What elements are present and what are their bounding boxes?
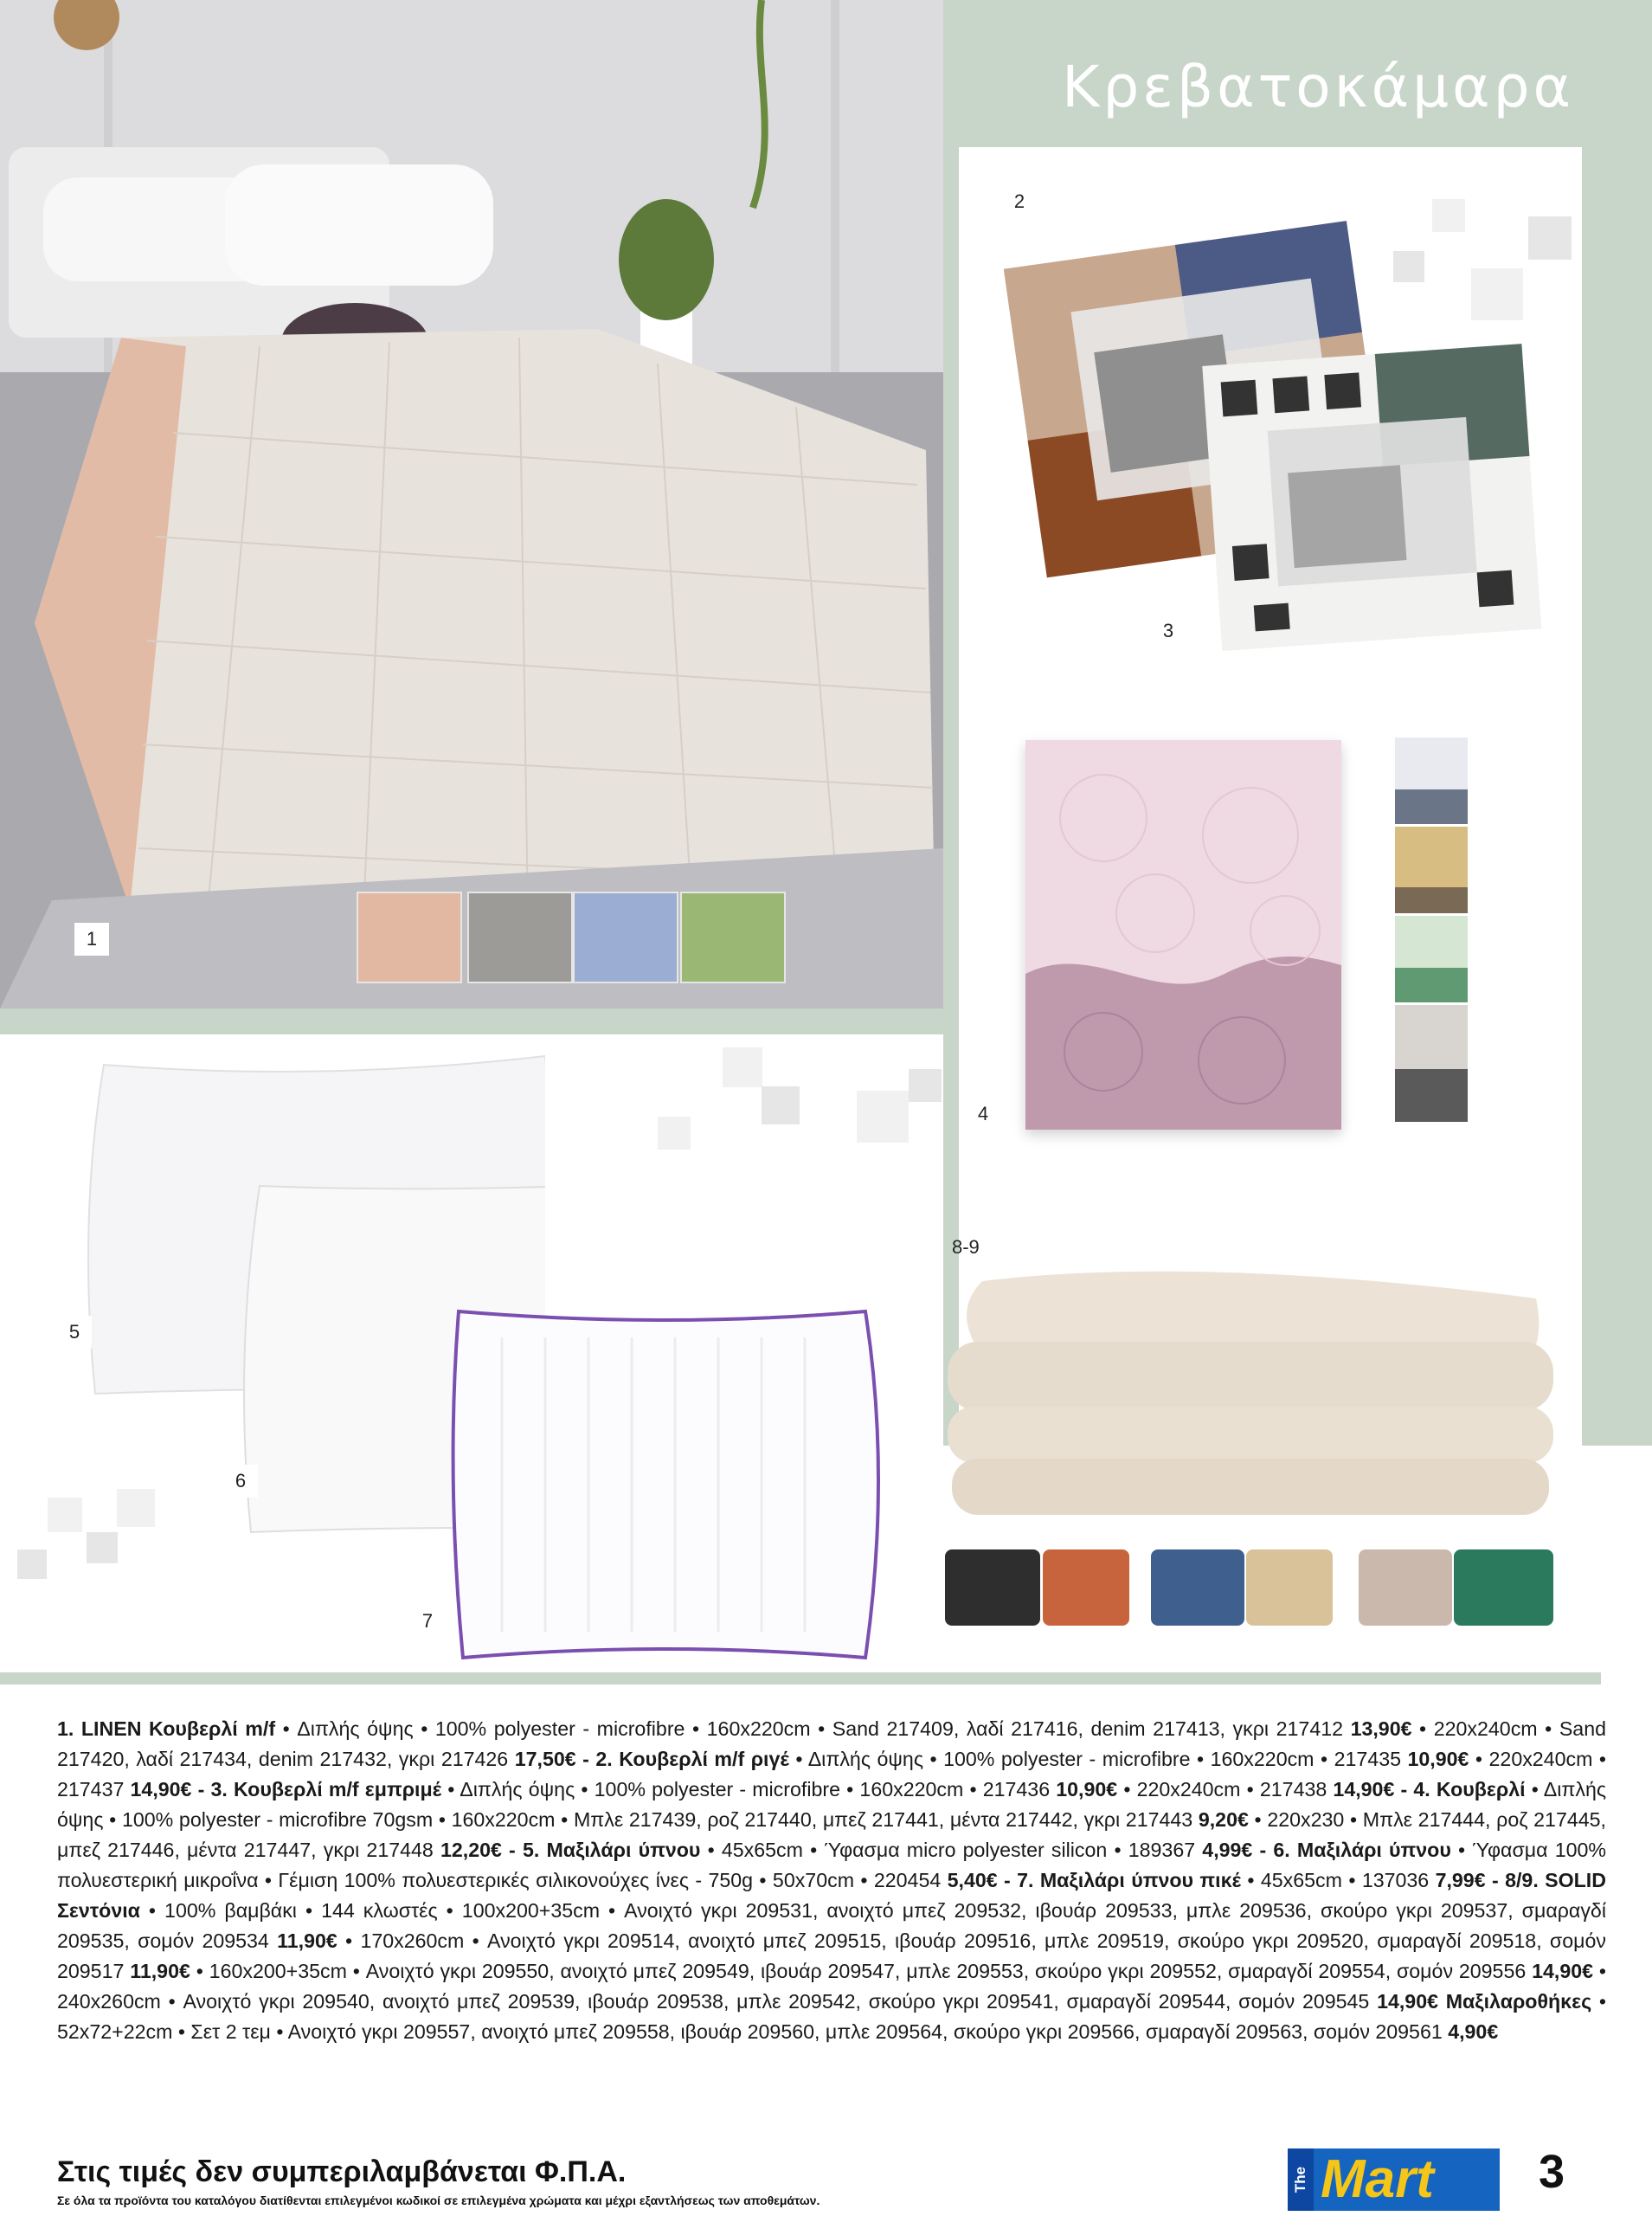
separator: -: [997, 1869, 1018, 1891]
product-8-9-specs-2: • 170x260cm • Ανοιχτό γκρι 209514, ανοιχτό μπεζ 209515, ιβουάρ 209516, μπλε 209519, σκούρο γκρι 209520, σμαραγδί 209518, σομόν 209517: [57, 1929, 1606, 1982]
sheet-swatch-blue: [1151, 1549, 1244, 1626]
sheet-swatch-dark-grey: [945, 1549, 1040, 1626]
page-number: 3: [1539, 2146, 1565, 2198]
product-number-8-9: 8-9: [952, 1236, 980, 1258]
product-5-specs: • 45x65cm • Ύφασμα micro polyester silicon • 189367: [700, 1839, 1203, 1861]
quilt-packs-image: [995, 208, 1549, 667]
swatch-sand: [357, 892, 462, 983]
product-3-price-2: 14,90€: [1333, 1778, 1395, 1800]
separator: -: [191, 1778, 211, 1800]
sheet-swatch-beige: [1246, 1549, 1333, 1626]
swatch-grey: [467, 892, 573, 983]
product-1-specs-2: • 220x240cm • Sand 217420, λαδί 217434, denim 217432, γκρι 217426: [57, 1717, 1606, 1770]
decor-tile: [658, 1117, 691, 1150]
product-3-title: 3. Κουβερλί m/f εμπριμέ: [210, 1778, 442, 1800]
product-2-price-2: 14,90€: [130, 1778, 192, 1800]
quilt-4-swatch-blue: [1395, 738, 1468, 824]
decor-tile: [723, 1047, 762, 1087]
separator: -: [1252, 1839, 1274, 1861]
logo-the-text: The: [1292, 2166, 1309, 2193]
product-4-price-2: 12,20€: [440, 1839, 502, 1861]
separator: -: [1485, 1869, 1506, 1891]
product-2-title: 2. Κουβερλί m/f ριγέ: [595, 1748, 789, 1770]
product-4-specs: • Διπλής όψης • 100% polyester - microfibre 70gsm • 160x220cm • Μπλε 217439, ροζ 217440, μπεζ 217441, μέντα 217442, γκρι 217443: [57, 1778, 1607, 1831]
product-8-9-price-2: 11,90€: [130, 1960, 190, 1982]
product-number-5: 5: [57, 1316, 92, 1349]
bedroom-illustration: [0, 0, 943, 1008]
sheet-swatch-emerald: [1454, 1549, 1553, 1626]
sheets-image: [939, 1246, 1562, 1519]
product-number-7: 7: [410, 1605, 445, 1638]
product-5-title: 5. Μαξιλάρι ύπνου: [522, 1839, 701, 1861]
product-number-2: 2: [1002, 185, 1037, 218]
product-6-title: 6. Μαξιλάρι ύπνου: [1273, 1839, 1451, 1861]
green-frame-bottom: [0, 1672, 1601, 1685]
product-2-price-1: 10,90€: [1407, 1748, 1469, 1770]
product-3-specs: • Διπλής όψης • 100% polyester - microfibre • 160x220cm • 217436: [441, 1778, 1057, 1800]
quilt-4-image: [1025, 740, 1341, 1130]
product-8-9-specs: • 100% βαμβάκι • 144 κλωστές • 100x200+35cm • Ανοιχτό γκρι 209531, ανοιχτό μπεζ 209532, ιβουάρ 209533, μπλε 209536, σκούρο γκρι 209537, σμαραγδί 209535, σομόν 209534: [57, 1899, 1606, 1952]
product-7-price: 7,99€: [1435, 1869, 1486, 1891]
product-8-9-title: 8/9. SOLID Σεντόνια: [57, 1869, 1606, 1922]
page-title: Κρεβατοκάμαρα: [1062, 54, 1574, 120]
decor-tile: [857, 1091, 909, 1143]
product-8-9-price-4: 14,90€: [1377, 1990, 1438, 2013]
product-6-specs: • Ύφασμα 100% πολυεστερική μικροΐνα • Γέμιση 100% πολυεστερικές σιλικονούχες ίνες - 750g • 50x70cm • 220454: [57, 1839, 1606, 1891]
decor-tile: [762, 1086, 800, 1124]
product-4-price-1: 9,20€: [1198, 1808, 1249, 1831]
decor-tile: [909, 1069, 942, 1102]
the-mart-logo: [1288, 2148, 1500, 2211]
product-1-title: 1. LINEN Κουβερλί m/f: [57, 1717, 276, 1740]
product-4-specs-2: • 220x230 • Μπλε 217444, ροζ 217445, μπεζ 217446, μέντα 217447, γκρι 217448: [57, 1808, 1606, 1861]
sheet-swatch-salmon: [1043, 1549, 1129, 1626]
product-8-9-specs-4: • 240x260cm • Ανοιχτό γκρι 209540, ανοιχτό μπεζ 209539, ιβουάρ 209538, μπλε 209542, σκούρο γκρι 209541, σμαραγδί 209544, σομόν 209545: [57, 1960, 1606, 2013]
product-3-specs-2: • 220x240cm • 217438: [1117, 1778, 1334, 1800]
logo-mart: Mart: [1321, 2149, 1434, 2209]
product-8-9-price-3: 14,90€: [1532, 1960, 1594, 1982]
vat-note: Στις τιμές δεν συμπεριλαμβάνεται Φ.Π.Α.: [57, 2155, 627, 2188]
product-number-3: 3: [1151, 615, 1186, 647]
quilt-4-swatch-grey: [1395, 1005, 1468, 1122]
sheet-swatch-light-grey: [1359, 1549, 1452, 1626]
product-1-price-2: 17,50€: [514, 1748, 576, 1770]
product-8-9-price-1: 11,90€: [277, 1929, 337, 1952]
swatch-olive: [680, 892, 786, 983]
bedroom-photo: [0, 0, 943, 1008]
swatch-denim: [573, 892, 678, 983]
disclaimer: Σε όλα τα προϊόντα του καταλόγου διατίθενται επιλεγμένοι κωδικοί σε επιλεγμένα χρώματα και μέχρι εξαντλήσεως των αποθεμάτων.: [57, 2193, 820, 2207]
pillowcases-price: 4,90€: [1448, 2020, 1499, 2043]
separator: -: [575, 1748, 596, 1770]
product-8-9-specs-3: • 160x200+35cm • Ανοιχτό γκρι 209550, ανοιχτό μπεζ 209549, ιβουάρ 209547, μπλε 209553, σκούρο γκρι 209552, σμαραγδί 209554, σομόν 209556: [190, 1960, 1533, 1982]
pillowcases-title: Μαξιλαροθήκες: [1438, 1990, 1592, 2013]
product-number-4: 4: [966, 1098, 1000, 1131]
product-number-1: 1: [74, 923, 109, 956]
pillowcases-specs: • 52x72+22cm • Σετ 2 τεμ • Ανοιχτό γκρι 209557, ανοιχτό μπεζ 209558, ιβουάρ 209560, μπλε 209564, σκούρο γκρι 209566, σμαραγδί 209563, σομόν 209561: [57, 1990, 1607, 2043]
separator: -: [1394, 1778, 1414, 1800]
product-7-title: 7. Μαξιλάρι ύπνου πικέ: [1017, 1869, 1241, 1891]
quilt-4-swatch-mint: [1395, 916, 1468, 1002]
product-3-price-1: 10,90€: [1056, 1778, 1118, 1800]
decor-tile: [17, 1549, 47, 1579]
product-1-specs: • Διπλής όψης • 100% polyester - microfibre • 160x220cm • Sand 217409, λαδί 217416, denim 217413, γκρι 217412: [275, 1717, 1351, 1740]
product-6-price: 5,40€: [947, 1869, 998, 1891]
product-7-specs: • 45x65cm • 137036: [1241, 1869, 1436, 1891]
green-frame-strip: [0, 1008, 943, 1034]
product-5-price: 4,99€: [1202, 1839, 1253, 1861]
product-2-specs: • Διπλής όψης • 100% polyester - microfibre • 160x220cm • 217435: [788, 1748, 1408, 1770]
product-1-price-1: 13,90€: [1350, 1717, 1412, 1740]
pillow-7-image: [450, 1303, 891, 1666]
separator: -: [501, 1839, 523, 1861]
product-2-specs-2: • 220x240cm • 217437: [57, 1748, 1607, 1800]
product-number-6: 6: [223, 1465, 258, 1498]
product-descriptions: [57, 1714, 1606, 2047]
product-4-title: 4. Κουβερλί: [1413, 1778, 1526, 1800]
logo-the: [1288, 2148, 1314, 2211]
quilt-4-swatch-beige: [1395, 827, 1468, 913]
